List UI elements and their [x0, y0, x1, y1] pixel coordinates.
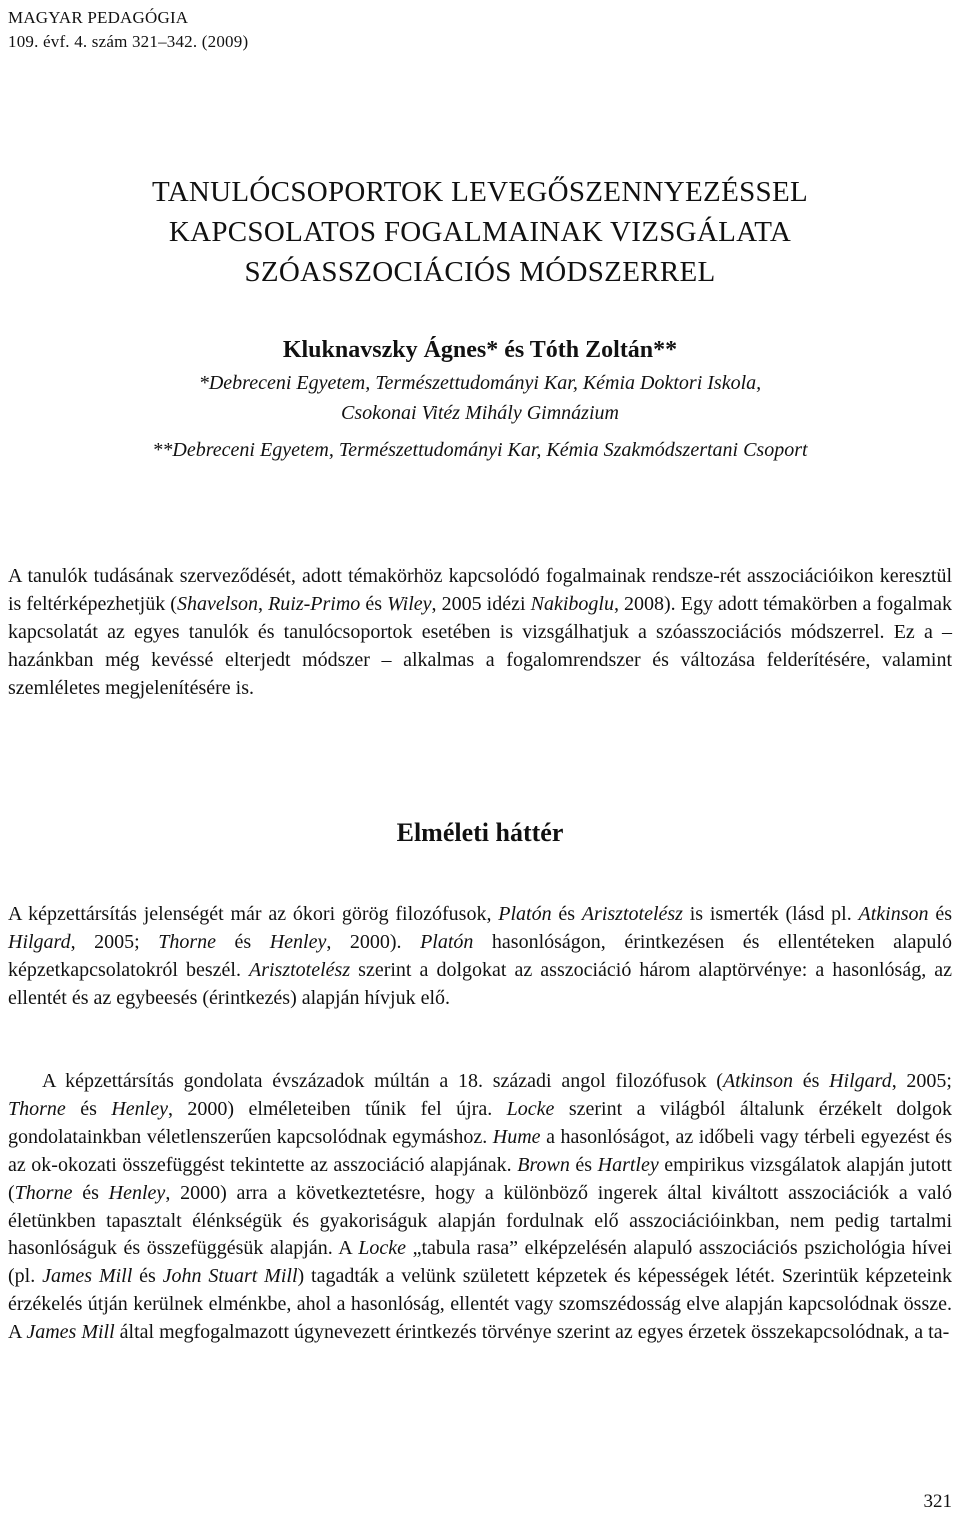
journal-header — [8, 6, 248, 54]
journal-name: MAGYAR PEDAGÓGIA — [8, 8, 189, 27]
abstract: A tanulók tudásának szerveződését, adott témakörhöz kapcsolódó fogalmainak rendsze-rét asszociációikon keresztül is feltérképezhetjük (Shavelson, Ruiz-Primo és Wiley, 2005 idézi Nakiboglu, 2008). Egy adott témakörben a fogalmak kapcsolatát az egyes tanulók és tanulócsoportok esetében is vizsgálhatjuk a szóasszociációs módszerrel. Ez a – hazánkban még kevéssé elterjedt módszer – alkalmas a fogalomrendszer és változása felderítésére, valamint szemléletes megjelenítésére is. — [8, 565, 952, 699]
affiliation-first — [0, 368, 960, 428]
page-number: 321 — [923, 1491, 952, 1512]
article-title — [0, 172, 960, 292]
affiliation-first-line-2: Csokonai Vitéz Mihály Gimnázium — [341, 402, 619, 424]
section-heading: Elméleti háttér — [396, 818, 564, 847]
affiliation-second: **Debreceni Egyetem, Természettudományi Kar, Kémia Szakmódszertani Csoport — [152, 439, 808, 461]
title-line-1: TANULÓCSOPORTOK LEVEGŐSZENNYEZÉSSEL — [152, 176, 808, 208]
title-line-3: SZÓASSZOCIÁCIÓS MÓDSZERREL — [244, 256, 716, 288]
paragraph-1: A képzettársítás jelenségét már az ókori görög filozófusok, Platón és Arisztotelész is ismerték (lásd pl. Atkinson és Hilgard, 2005; Thorne és Henley, 2000). Platón hasonlóságon, érintkezésen és ellentéteken alapuló képzetkapcsolatokról beszél. Arisztotelész szerint a dolgokat az asszociáció három alaptörvénye: a hasonlóság, az ellentét és az egybeesés (érintkezés) alapján hívjuk elő. — [8, 903, 953, 1009]
authors: Kluknavszky Ágnes* és Tóth Zoltán** — [282, 337, 678, 363]
paragraph-2: A képzettársítás gondolata évszázadok múltán a 18. századi angol filozófusok (Atkinson és Hilgard, 2005; Thorne és Henley, 2000) elméleteiben tűnik fel újra. Locke szerint a világból általunk érzékelt dolgok gondolatainkban véletlenszerűen kapcsolódnak egymáshoz. Hume a hasonlóságot, az időbeli vagy térbeli egyezést és az ok-okozati összefüggést tekintette az asszociáció alapjának. Brown és Hartley empirikus vizsgálatok alapján jutott (Thorne és Henley, 2000) arra a következtetésre, hogy a különböző ingerek által kiváltott asszociációk a való életünkben tapasztalt élénkségük és gyakoriságuk alapján fordulnak elő asszociációinkban, nem pedig tartalmi hasonlóságuk és összefüggésük alapján. A Locke „tabula rasa” elképzelésén alapuló asszociációs pszichológia hívei (pl. James Mill és John Stuart Mill) tagadták a velünk született képzetek és képességek létét. Szerintük képzeteink érzékelés útján kerülnek elménkbe, ahol a hasonlóság, ellentét vagy szomszédosság elve alapján kapcsolódnak össze. A James Mill által megfogalmazott úgynevezett érintkezés törvénye szerint az egyes érzetek összekapcsolódnak, a ta- — [8, 1070, 953, 1344]
journal-issue: 109. évf. 4. szám 321–342. (2009) — [8, 32, 249, 51]
affiliation-first-line-1: *Debreceni Egyetem, Természettudományi Kar, Kémia Doktori Iskola, — [198, 372, 762, 394]
title-line-2: KAPCSOLATOS FOGALMAINAK VIZSGÁLATA — [168, 216, 792, 248]
